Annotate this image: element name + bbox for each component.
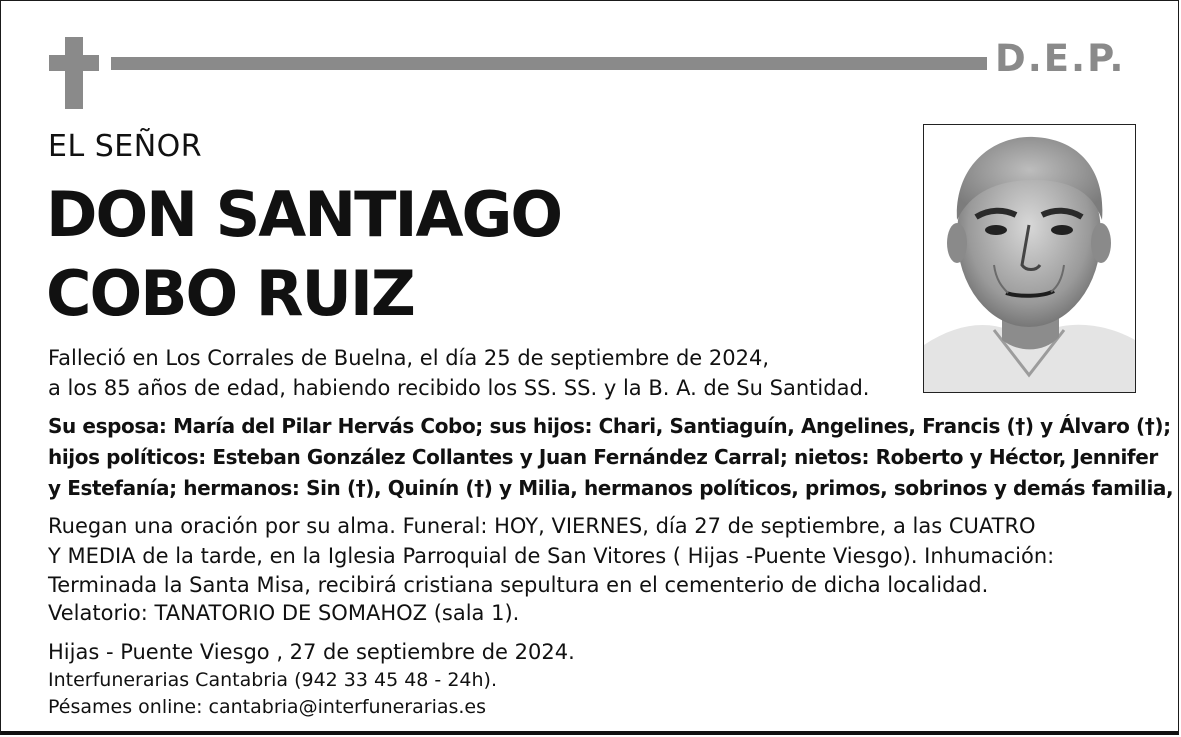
footer-online: Pésames online: cantabria@interfunerarias.es [48, 696, 487, 718]
funeral-line4: Velatorio: TANATORIO DE SOMAHOZ (sala 1). [48, 601, 520, 625]
death-notice-line2: a los 85 años de edad, habiendo recibido los SS. SS. y la B. A. de Su Santidad. [48, 376, 870, 400]
deceased-name-line1: DON SANTIAGO [46, 178, 562, 251]
portrait-photo [923, 124, 1136, 393]
family-line3: y Estefanía; hermanos: Sin (†), Quinín (†) y Milia, hermanos políticos, primos, sobrinos y demás familia, [48, 476, 1174, 500]
header-rule [111, 57, 987, 70]
death-notice-line1: Falleció en Los Corrales de Buelna, el día 25 de septiembre de 2024, [48, 346, 770, 370]
footer-agency: Interfunerarias Cantabria (942 33 45 48 - 24h). [48, 669, 497, 691]
cross-icon [49, 37, 99, 109]
family-line2: hijos políticos: Esteban González Collantes y Juan Fernández Carral; nietos: Roberto y Héctor, Jennifer [48, 445, 1158, 469]
funeral-line3: Terminada la Santa Misa, recibirá cristiana sepultura en el cementerio de dicha localidad. [48, 573, 989, 597]
funeral-line1: Ruegan una oración por su alma. Funeral: HOY, VIERNES, día 27 de septiembre, a las CUATRO [48, 514, 1036, 538]
dep-mark: D.E.P. [995, 37, 1126, 80]
footer-place-date: Hijas - Puente Viesgo , 27 de septiembre de 2024. [48, 640, 575, 664]
deceased-name-line2: COBO RUIZ [46, 257, 414, 330]
honorific: EL SEÑOR [48, 129, 203, 164]
family-line1: Su esposa: María del Pilar Hervás Cobo; sus hijos: Chari, Santiaguín, Angelines, Francis (†) y Álvaro (†); [48, 414, 1171, 438]
portrait-photo-icon [924, 125, 1135, 392]
funeral-line2: Y MEDIA de la tarde, en la Iglesia Parroquial de San Vitores ( Hijas -Puente Viesgo). Inhumación: [48, 544, 1055, 568]
